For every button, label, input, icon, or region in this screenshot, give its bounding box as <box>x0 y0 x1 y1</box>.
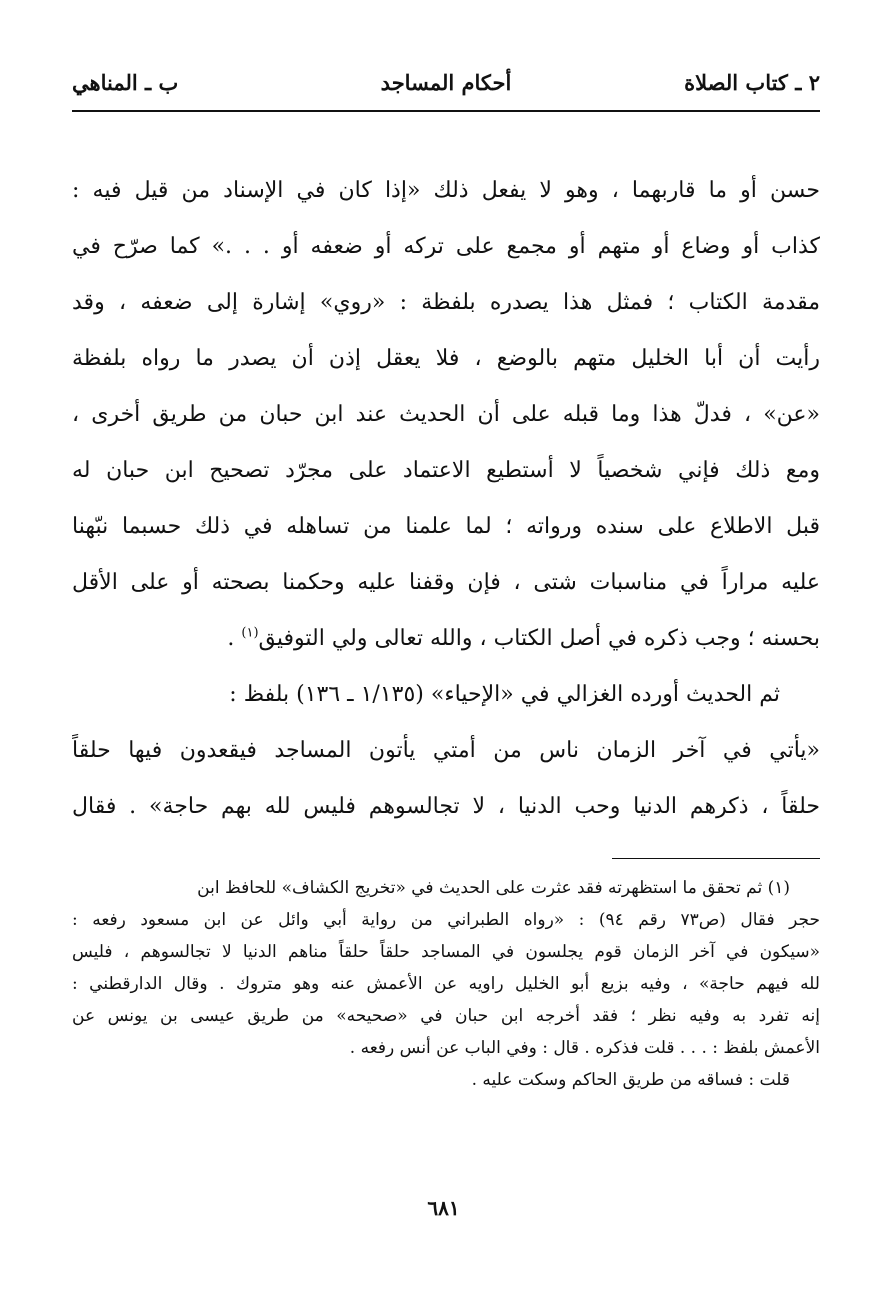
header-chapter-title: ٢ ـ كتاب الصلاة <box>684 70 820 95</box>
text-line-paragraph-start: ثم الحديث أورده الغزالي في «الإحياء» (١/١٣٥ ـ ١٣٦) بلفظ : <box>229 682 780 707</box>
footnote-line: إنه تفرد به وفيه نظر ؛ فقد أخرجه ابن حبان في «صحيحه» من طريق عيسى بن يونس عن <box>72 1006 820 1026</box>
text-line-content: بحسنه ؛ وجب ذكره في أصل الكتاب ، والله تعالى ولي التوفيق <box>258 626 820 651</box>
footnote-line: حجر فقال (ص٧٣ رقم ٩٤) : «رواه الطبراني من رواية أبي وائل عن ابن مسعود رفعه : <box>72 910 820 930</box>
text-line: حسن أو ما قاربهما ، وهو لا يفعل ذلك «إذا كان في الإسناد من قيل فيه : <box>72 178 820 203</box>
text-line: كذاب أو وضاع أو متهم أو مجمع على تركه أو ضعفه أو . . .» كما صرّح في <box>72 234 820 259</box>
footnote-line: قلت : فساقه من طريق الحاكم وسكت عليه . <box>471 1070 790 1090</box>
running-header <box>72 66 820 106</box>
text-line: عليه مراراً في مناسبات شتى ، فإن وقفنا عليه وحكمنا بصحته أو على الأقل <box>72 570 820 595</box>
footnote-line: (١) ثم تحقق ما استظهرته فقد عثرت على الحديث في «تخريج الكشاف» للحافظ ابن <box>197 878 790 898</box>
text-line: حلقاً ، ذكرهم الدنيا وحب الدنيا ، لا تجالسوهم فليس لله بهم حاجة» . فقال <box>72 794 820 819</box>
text-line: قبل الاطلاع على سنده ورواته ؛ لما علمنا من تساهله في ذلك حسبما نبّهنا <box>72 514 820 539</box>
text-line: مقدمة الكتاب ؛ فمثل هذا يصدره بلفظة : «روي» إشارة إلى ضعفه ، وقد <box>72 290 820 315</box>
footnote-reference: (١) <box>241 625 259 641</box>
text-line: «عن» ، فدلّ هذا وما قبله على أن الحديث عند ابن حبان من طريق أخرى ، <box>72 402 820 427</box>
footnotes <box>72 872 820 1096</box>
footnote-line: الأعمش بلفظ : . . . قلت فذكره . قال : وفي الباب عن أنس رفعه . <box>349 1038 820 1058</box>
text-line: «يأتي في آخر الزمان ناس من أمتي يأتون المساجد فيقعدون فيها حلقاً <box>72 738 820 763</box>
footnote-line: «سيكون في آخر الزمان قوم يجلسون في المساجد حلقاً حلقاً مناهم الدنيا لا تجالسوهم ، فليس <box>72 942 820 962</box>
text-line: ومع ذلك فإني شخصياً لا أستطيع الاعتماد على مجرّد تصحيح ابن حبان له <box>72 458 820 483</box>
header-subsection-title: ب ـ المناهي <box>72 70 179 95</box>
text-line: رأيت أن أبا الخليل متهم بالوضع ، فلا يعقل إذن أن يصدر ما رواه بلفظة <box>72 346 820 371</box>
header-rule <box>72 110 820 112</box>
footnote-line: لله فيهم حاجة» ، وفيه بزيع أبو الخليل راويه عن الأعمش عنه وهو متروك . وقال الدارقطني : <box>72 974 820 994</box>
page-number: ٦٨١ <box>427 1196 460 1220</box>
main-text <box>72 163 820 835</box>
text-line-paragraph-end <box>72 611 820 667</box>
text-line-tail: . <box>227 626 242 651</box>
footnote-separator <box>612 858 820 859</box>
header-section-title: أحكام المساجد <box>380 70 512 95</box>
